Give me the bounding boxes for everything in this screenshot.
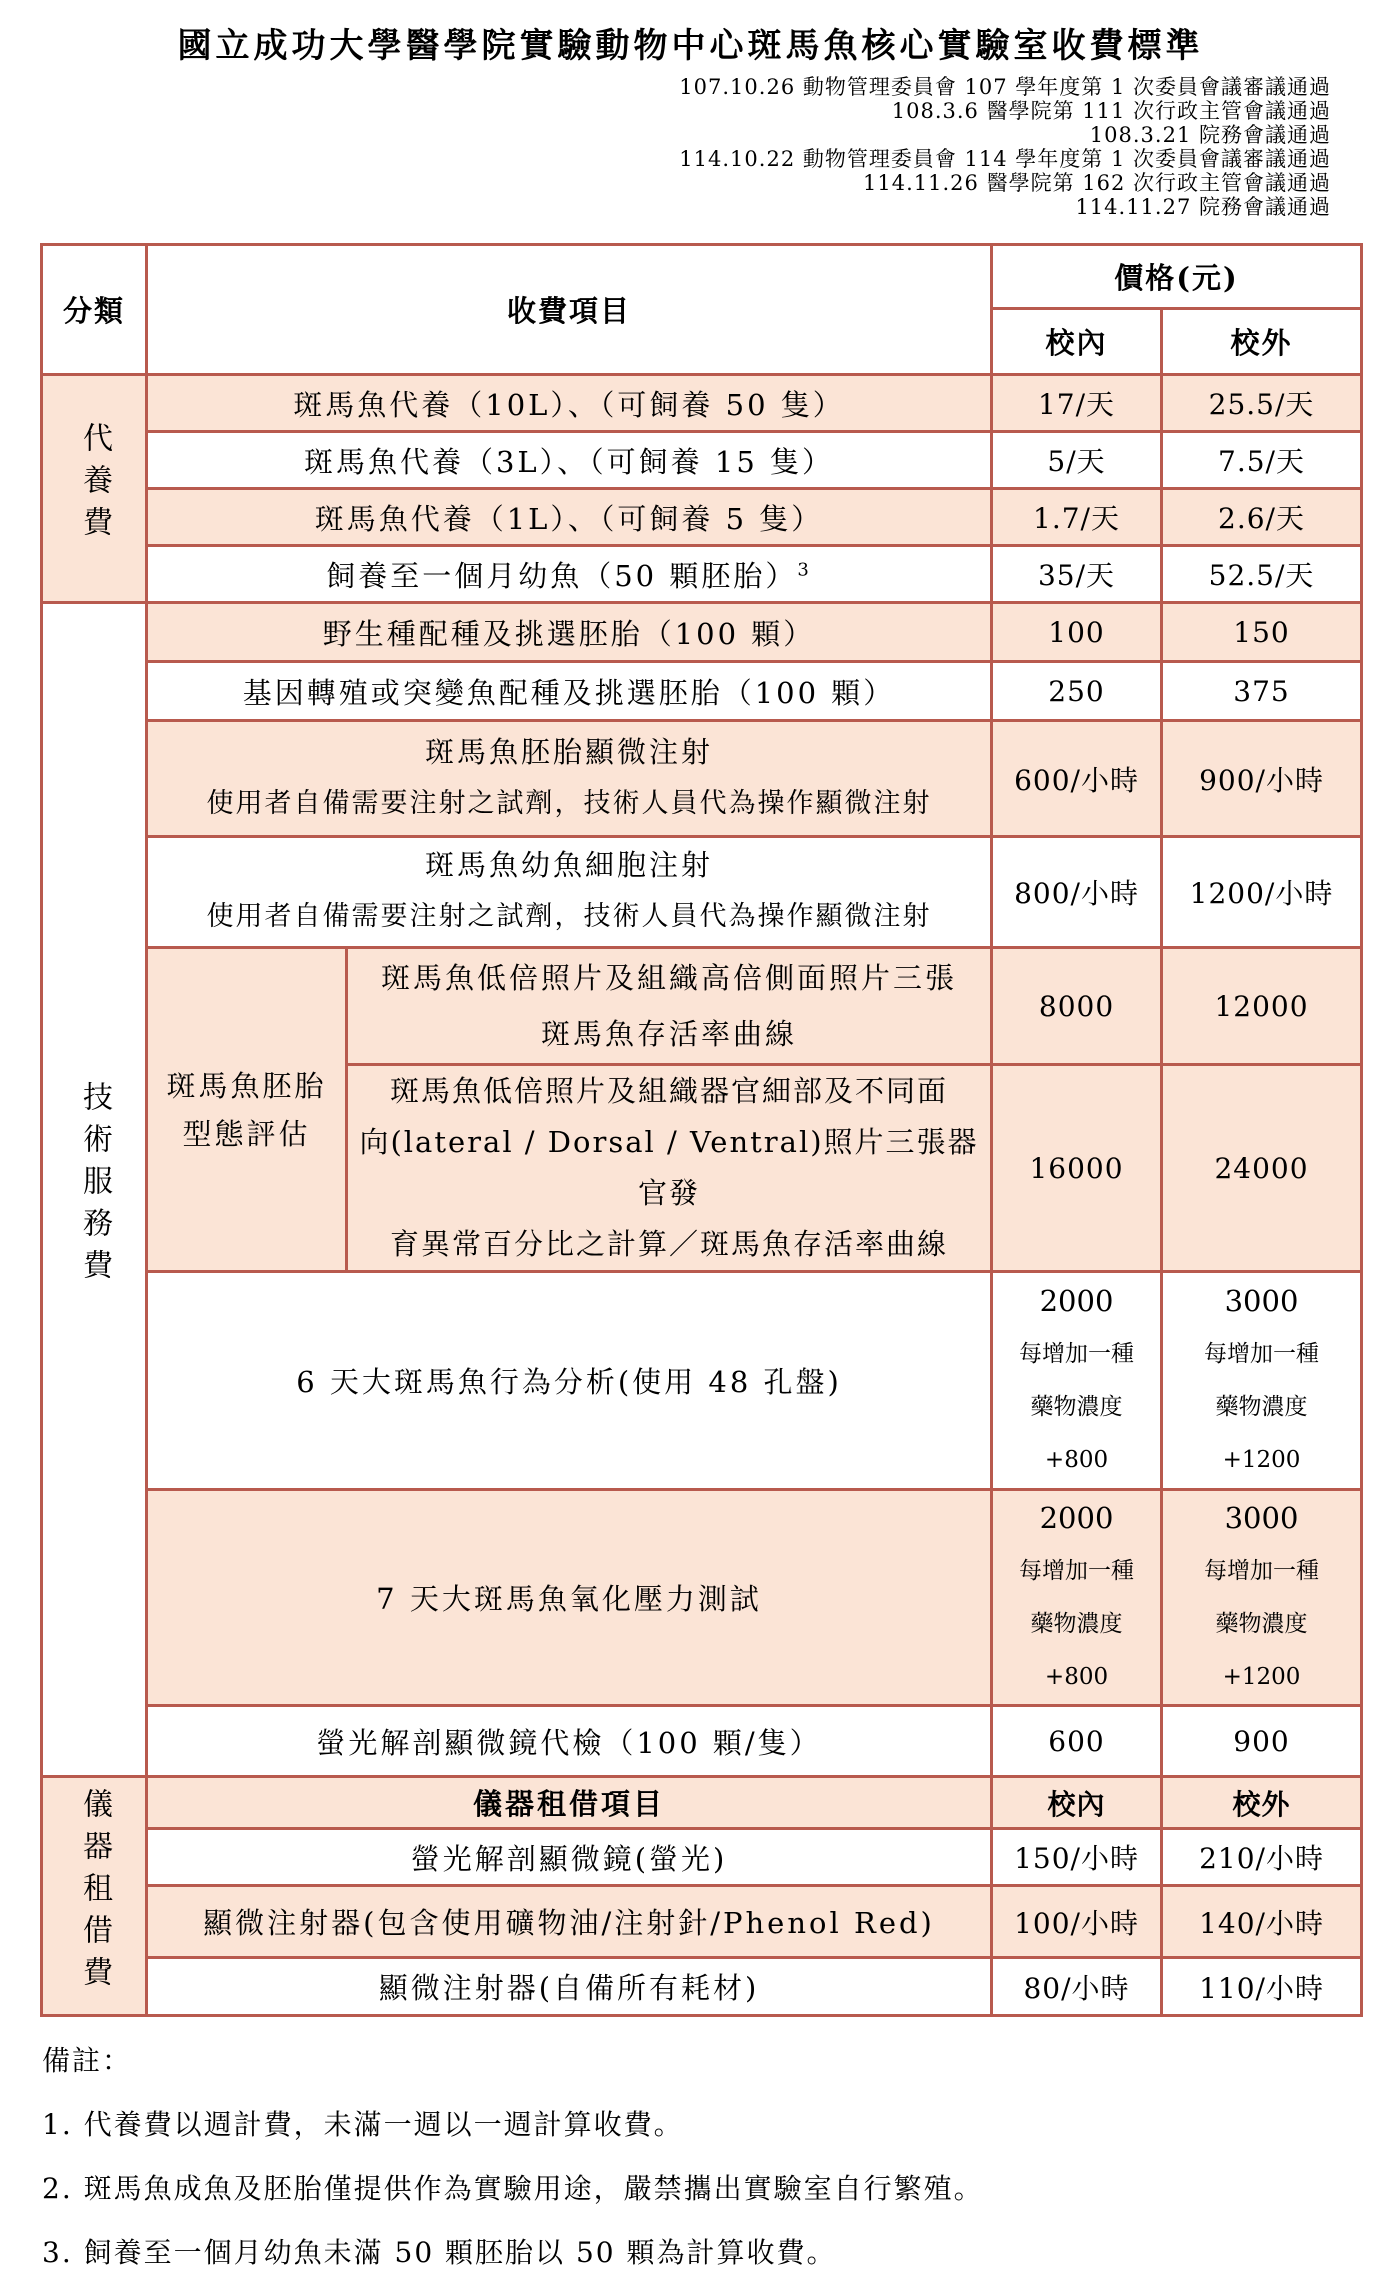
item-cell: 基因轉殖或突變魚配種及挑選胚胎（100 顆） xyxy=(147,662,992,721)
equipment-header-campus-out: 校外 xyxy=(1162,1777,1362,1829)
item-cell: 顯微注射器(自備所有耗材) xyxy=(147,1958,992,2016)
price-in: 1.7/天 xyxy=(992,489,1162,546)
approval-line: 114.11.26 醫學院第 162 次行政主管會議通過 xyxy=(863,171,1331,195)
price-out xyxy=(1162,1490,1362,1706)
price-out: 1200/小時 xyxy=(1162,837,1362,948)
item-text-line: 育異常百分比之計算／斑馬魚存活率曲線 xyxy=(390,1227,949,1261)
subcategory-embryo-morphology xyxy=(147,948,347,1272)
item-text-line: 斑馬魚低倍照片及組織高倍側面照片三張 xyxy=(381,961,958,995)
approval-line: 108.3.6 醫學院第 111 次行政主管會議通過 xyxy=(891,99,1331,123)
price-out: 900/小時 xyxy=(1162,721,1362,837)
price-out: 900 xyxy=(1162,1706,1362,1777)
item-text: 斑馬魚幼魚細胞注射 xyxy=(425,848,714,882)
price-in: 8000 xyxy=(992,948,1162,1065)
price-note-line: 藥物濃度 xyxy=(1215,1611,1308,1637)
price-note-line: 每增加一種 xyxy=(1019,1341,1135,1367)
price-note-line: 每增加一種 xyxy=(1204,1558,1320,1584)
price-note-line: 每增加一種 xyxy=(1204,1341,1320,1367)
approval-line: 114.11.27 院務會議通過 xyxy=(1075,195,1331,219)
price-base: 2000 xyxy=(1039,1501,1114,1535)
price-note-line: 藥物濃度 xyxy=(1030,1394,1123,1420)
price-in xyxy=(992,1272,1162,1490)
price-base: 3000 xyxy=(1224,1501,1299,1535)
item-cell: 螢光解剖顯微鏡代檢（100 顆/隻） xyxy=(147,1706,992,1777)
header-item: 收費項目 xyxy=(147,245,992,375)
price-out: 24000 xyxy=(1162,1065,1362,1272)
item-cell: 斑馬魚代養（3L）、（可飼養 15 隻） xyxy=(147,432,992,489)
item-text-line: 向(lateral / Dorsal / Ventral)照片三張器官發 xyxy=(359,1125,979,1210)
price-note-line: 藥物濃度 xyxy=(1215,1394,1308,1420)
price-out: 7.5/天 xyxy=(1162,432,1362,489)
item-cell xyxy=(147,546,992,603)
price-out: 375 xyxy=(1162,662,1362,721)
item-cell: 7 天大斑馬魚氧化壓力測試 xyxy=(147,1490,992,1706)
category-label: 儀器租借費 xyxy=(77,1787,112,1998)
item-cell xyxy=(147,721,992,837)
approval-line: 114.10.22 動物管理委員會 114 學年度第 1 次委員會議審議通過 xyxy=(679,147,1331,171)
remarks-section xyxy=(42,2039,1381,2271)
footnote-marker: 3 xyxy=(797,558,812,580)
price-out: 2.6/天 xyxy=(1162,489,1362,546)
price-in: 5/天 xyxy=(992,432,1162,489)
item-text-line: 斑馬魚低倍照片及組織器官細部及不同面 xyxy=(390,1074,949,1108)
price-note-line: 每增加一種 xyxy=(1019,1558,1135,1584)
subcategory-label-line: 型態評估 xyxy=(182,1116,311,1151)
category-label: 技術服務費 xyxy=(77,1081,112,1291)
remark-item: 1. 代養費以週計費，未滿一週以一週計算收費。 xyxy=(42,2108,684,2141)
approval-line: 107.10.26 動物管理委員會 107 學年度第 1 次委員會議審議通過 xyxy=(679,75,1331,99)
price-out: 140/小時 xyxy=(1162,1886,1362,1958)
price-out: 25.5/天 xyxy=(1162,375,1362,432)
price-in: 150/小時 xyxy=(992,1829,1162,1886)
item-subtext: 使用者自備需要注射之試劑，技術人員代為操作顯微注射 xyxy=(206,787,932,819)
price-in: 800/小時 xyxy=(992,837,1162,948)
item-cell xyxy=(347,948,992,1065)
remarks-label: 備註： xyxy=(42,2044,133,2077)
item-cell: 顯微注射器(包含使用礦物油/注射針/Phenol Red) xyxy=(147,1886,992,1958)
item-text: 飼養至一個月幼魚（50 顆胚胎） xyxy=(326,558,798,593)
price-out: 12000 xyxy=(1162,948,1362,1065)
item-cell: 斑馬魚代養（1L）、（可飼養 5 隻） xyxy=(147,489,992,546)
price-in: 100 xyxy=(992,603,1162,662)
price-in: 16000 xyxy=(992,1065,1162,1272)
header-category: 分類 xyxy=(42,245,147,375)
header-campus-out: 校外 xyxy=(1162,309,1362,375)
category-label: 代養費 xyxy=(77,422,112,548)
category-equipment-rental-fee xyxy=(42,1777,147,2016)
price-out: 110/小時 xyxy=(1162,1958,1362,2016)
price-out: 52.5/天 xyxy=(1162,546,1362,603)
price-surcharge: +800 xyxy=(1044,1447,1109,1473)
header-price: 價格(元) xyxy=(992,245,1362,309)
category-technical-service-fee xyxy=(42,603,147,1777)
price-in: 80/小時 xyxy=(992,1958,1162,2016)
price-in: 35/天 xyxy=(992,546,1162,603)
price-base: 3000 xyxy=(1224,1284,1299,1318)
price-out: 210/小時 xyxy=(1162,1829,1362,1886)
remark-item: 3. 飼養至一個月幼魚未滿 50 顆胚胎以 50 顆為計算收費。 xyxy=(42,2236,837,2269)
price-in: 250 xyxy=(992,662,1162,721)
item-text-line: 斑馬魚存活率曲線 xyxy=(541,1017,798,1051)
price-in xyxy=(992,1490,1162,1706)
approval-history xyxy=(0,75,1381,219)
item-cell: 螢光解剖顯微鏡(螢光) xyxy=(147,1829,992,1886)
remark-item: 2. 斑馬魚成魚及胚胎僅提供作為實驗用途，嚴禁攜出實驗室自行繁殖。 xyxy=(42,2172,984,2205)
price-note-line: 藥物濃度 xyxy=(1030,1611,1123,1637)
price-surcharge: +1200 xyxy=(1222,1447,1301,1473)
category-boarding-fee xyxy=(42,375,147,603)
item-cell xyxy=(347,1065,992,1272)
item-cell: 斑馬魚代養（10L）、（可飼養 50 隻） xyxy=(147,375,992,432)
subcategory-label-line: 斑馬魚胚胎 xyxy=(166,1068,327,1103)
price-surcharge: +800 xyxy=(1044,1664,1109,1690)
price-in: 600 xyxy=(992,1706,1162,1777)
item-text: 斑馬魚胚胎顯微注射 xyxy=(425,734,714,769)
approval-line: 108.3.21 院務會議通過 xyxy=(1089,123,1331,147)
price-in: 600/小時 xyxy=(992,721,1162,837)
price-in: 17/天 xyxy=(992,375,1162,432)
header-campus-in: 校內 xyxy=(992,309,1162,375)
page-title: 國立成功大學醫學院實驗動物中心斑馬魚核心實驗室收費標準 xyxy=(177,26,1204,66)
fee-schedule-table xyxy=(40,243,1363,2017)
price-base: 2000 xyxy=(1039,1284,1114,1318)
item-cell: 6 天大斑馬魚行為分析(使用 48 孔盤) xyxy=(147,1272,992,1490)
item-subtext: 使用者自備需要注射之試劑，技術人員代為操作顯微注射 xyxy=(206,901,932,932)
price-out: 150 xyxy=(1162,603,1362,662)
equipment-section-header: 儀器租借項目 xyxy=(147,1777,992,1829)
item-cell xyxy=(147,837,992,948)
item-cell: 野生種配種及挑選胚胎（100 顆） xyxy=(147,603,992,662)
price-surcharge: +1200 xyxy=(1222,1664,1301,1690)
price-out xyxy=(1162,1272,1362,1490)
price-in: 100/小時 xyxy=(992,1886,1162,1958)
equipment-header-campus-in: 校內 xyxy=(992,1777,1162,1829)
